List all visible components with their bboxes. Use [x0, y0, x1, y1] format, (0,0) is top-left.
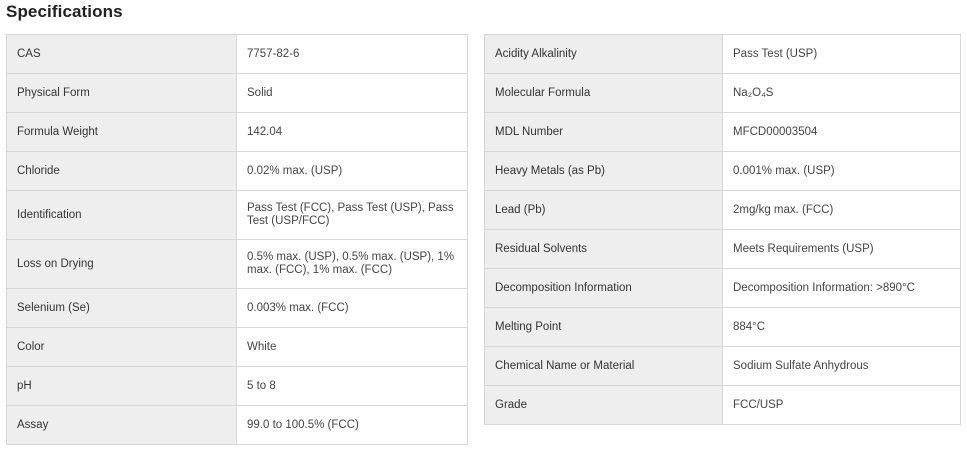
spec-row-residual-solvents [485, 230, 961, 269]
spec-value: 5 to 8 [237, 367, 468, 406]
spec-row-chemical-name [485, 347, 961, 386]
spec-row-acidity-alkalinity [485, 35, 961, 74]
spec-value: 0.003% max. (FCC) [237, 289, 468, 328]
spec-value: Sodium Sulfate Anhydrous [723, 347, 961, 386]
spec-value: 99.0 to 100.5% (FCC) [237, 406, 468, 445]
spec-row-assay [7, 406, 468, 445]
spec-value: 7757-82-6 [237, 35, 468, 74]
spec-value: 0.02% max. (USP) [237, 152, 468, 191]
spec-label: Selenium (Se) [7, 289, 237, 328]
spec-value: Na₂O₄S [723, 74, 961, 113]
spec-row-lead [485, 191, 961, 230]
spec-label: Melting Point [485, 308, 723, 347]
spec-label: Lead (Pb) [485, 191, 723, 230]
spec-label: Formula Weight [7, 113, 237, 152]
spec-value: 0.001% max. (USP) [723, 152, 961, 191]
spec-value: Decomposition Information: >890°C [723, 269, 961, 308]
spec-row-decomposition-information [485, 269, 961, 308]
spec-label: Assay [7, 406, 237, 445]
spec-row-ph [7, 367, 468, 406]
spec-row-melting-point [485, 308, 961, 347]
spec-value: 142.04 [237, 113, 468, 152]
spec-label: Molecular Formula [485, 74, 723, 113]
page-title: Specifications [6, 2, 123, 21]
spec-label: Grade [485, 386, 723, 425]
spec-row-heavy-metals [485, 152, 961, 191]
spec-row-molecular-formula [485, 74, 961, 113]
spec-row-grade [485, 386, 961, 425]
spec-row-formula-weight [7, 113, 468, 152]
specifications-table-right [484, 34, 961, 425]
spec-row-color [7, 328, 468, 367]
spec-value: Meets Requirements (USP) [723, 230, 961, 269]
spec-value: MFCD00003504 [723, 113, 961, 152]
specifications-table-left [6, 34, 468, 445]
spec-row-loss-on-drying [7, 240, 468, 289]
spec-value: 0.5% max. (USP), 0.5% max. (USP), 1% max. (FCC), 1% max. (FCC) [237, 240, 468, 289]
spec-label: Chloride [7, 152, 237, 191]
spec-row-identification [7, 191, 468, 240]
spec-row-physical-form [7, 74, 468, 113]
spec-row-cas [7, 35, 468, 74]
spec-value: White [237, 328, 468, 367]
spec-value: 2mg/kg max. (FCC) [723, 191, 961, 230]
spec-row-mdl-number [485, 113, 961, 152]
spec-value: Pass Test (FCC), Pass Test (USP), Pass Test (USP/FCC) [237, 191, 468, 240]
spec-label: Chemical Name or Material [485, 347, 723, 386]
spec-row-selenium [7, 289, 468, 328]
spec-value: 884°C [723, 308, 961, 347]
spec-label: Residual Solvents [485, 230, 723, 269]
spec-row-chloride [7, 152, 468, 191]
spec-label: Identification [7, 191, 237, 240]
spec-label: pH [7, 367, 237, 406]
spec-value: FCC/USP [723, 386, 961, 425]
spec-label: MDL Number [485, 113, 723, 152]
spec-value: Pass Test (USP) [723, 35, 961, 74]
spec-label: Decomposition Information [485, 269, 723, 308]
spec-label: Heavy Metals (as Pb) [485, 152, 723, 191]
spec-label: Acidity Alkalinity [485, 35, 723, 74]
spec-label: Physical Form [7, 74, 237, 113]
spec-label: Color [7, 328, 237, 367]
spec-value: Solid [237, 74, 468, 113]
spec-label: Loss on Drying [7, 240, 237, 289]
spec-label: CAS [7, 35, 237, 74]
